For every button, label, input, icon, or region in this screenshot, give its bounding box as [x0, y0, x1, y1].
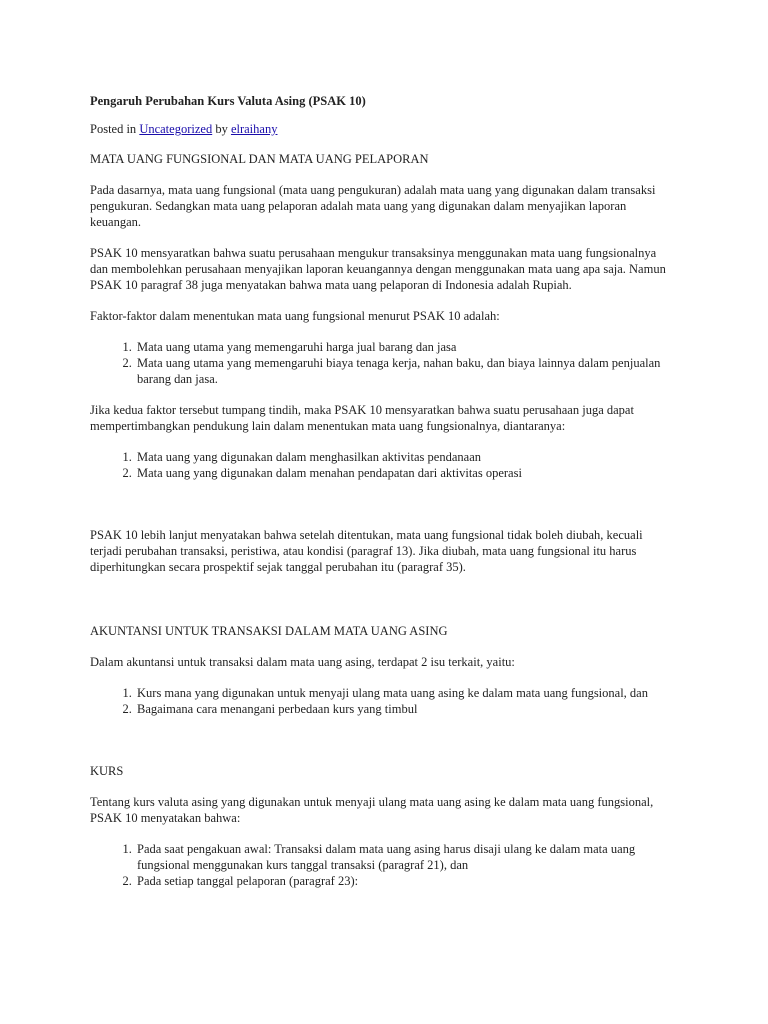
list-item: 1. Pada saat pengakuan awal: Transaksi dalam mata uang asing harus disaji ulang ke dalam mata uang fungsional menggunakan kurs tanggal transaksi (paragraf 21), dan [135, 841, 670, 873]
list-item: 1. Kurs mana yang digunakan untuk menyaji ulang mata uang asing ke dalam mata uang fungsional, dan [135, 685, 670, 701]
blank-line [90, 732, 670, 763]
by-label: by [212, 122, 231, 136]
paragraph: Dalam akuntansi untuk transaksi dalam mata uang asing, terdapat 2 isu terkait, yaitu: [90, 655, 515, 669]
paragraph: Jika kedua faktor tersebut tumpang tindih, maka PSAK 10 mensyaratkan bahwa suatu perusahaan juga dapat mempertimbangkan pendukung lain dalam menentukan mata uang fungsionalnya, diantaranya: [90, 403, 634, 433]
numbered-list-factors [90, 339, 670, 387]
document-page [90, 93, 670, 904]
numbered-list-supporting-factors [90, 449, 670, 481]
blank-line [90, 590, 670, 623]
numbered-list-issues [90, 685, 670, 717]
list-item: 2. Mata uang utama yang memengaruhi biaya tenaga kerja, nahan baku, dan biaya lainnya dalam penjualan barang dan jasa. [135, 355, 670, 387]
posted-in-label: Posted in [90, 122, 140, 136]
list-item: 1. Mata uang utama yang memengaruhi harga jual barang dan jasa [135, 339, 670, 355]
paragraph: Faktor-faktor dalam menentukan mata uang fungsional menurut PSAK 10 adalah: [90, 309, 500, 323]
section-heading-functional-currency: MATA UANG FUNGSIONAL DAN MATA UANG PELAPORAN [90, 152, 429, 166]
category-link[interactable]: Uncategorized [139, 122, 213, 136]
paragraph: PSAK 10 lebih lanjut menyatakan bahwa setelah ditentukan, mata uang fungsional tidak boleh diubah, kecuali terjadi perubahan transaksi, peristiwa, atau kondisi (paragraf 13). Jika diubah, mata uang fungsional itu harus diperhitungkan secara prospektif sejak tanggal perubahan itu (paragraf 35). [90, 528, 643, 574]
article-title: Pengaruh Perubahan Kurs Valuta Asing (PSAK 10) [90, 94, 366, 108]
paragraph: PSAK 10 mensyaratkan bahwa suatu perusahaan mengukur transaksinya menggunakan mata uang fungsionalnya dan membolehkan perusahaan menyajikan laporan keuangannya dengan menggunakan mata uang apa saja. Namun PSAK 10 paragraf 38 juga menyatakan bahwa mata uang pelaporan di Indonesia adalah Rupiah. [90, 246, 666, 292]
list-item: 2. Bagaimana cara menangani perbedaan kurs yang timbul [135, 701, 670, 717]
section-heading-kurs: KURS [90, 764, 124, 778]
paragraph: Tentang kurs valuta asing yang digunakan untuk menyaji ulang mata uang asing ke dalam mata uang fungsional, PSAK 10 menyatakan bahwa: [90, 795, 654, 825]
list-item: 2. Mata uang yang digunakan dalam menahan pendapatan dari aktivitas operasi [135, 465, 670, 481]
author-link[interactable]: elraihany [230, 122, 278, 136]
paragraph: Pada dasarnya, mata uang fungsional (mata uang pengukuran) adalah mata uang yang digunakan dalam transaksi pengukuran. Sedangkan mata uang pelaporan adalah mata uang yang digunakan dalam menyajikan laporan keuangan. [90, 183, 656, 229]
list-item: 2. Pada setiap tanggal pelaporan (paragraf 23): [135, 873, 670, 889]
blank-line [90, 496, 670, 527]
section-heading-foreign-currency-accounting: AKUNTANSI UNTUK TRANSAKSI DALAM MATA UANG ASING [90, 624, 448, 638]
post-meta [90, 121, 670, 137]
list-item: 1. Mata uang yang digunakan dalam menghasilkan aktivitas pendanaan [135, 449, 670, 465]
numbered-list-kurs [90, 841, 670, 889]
